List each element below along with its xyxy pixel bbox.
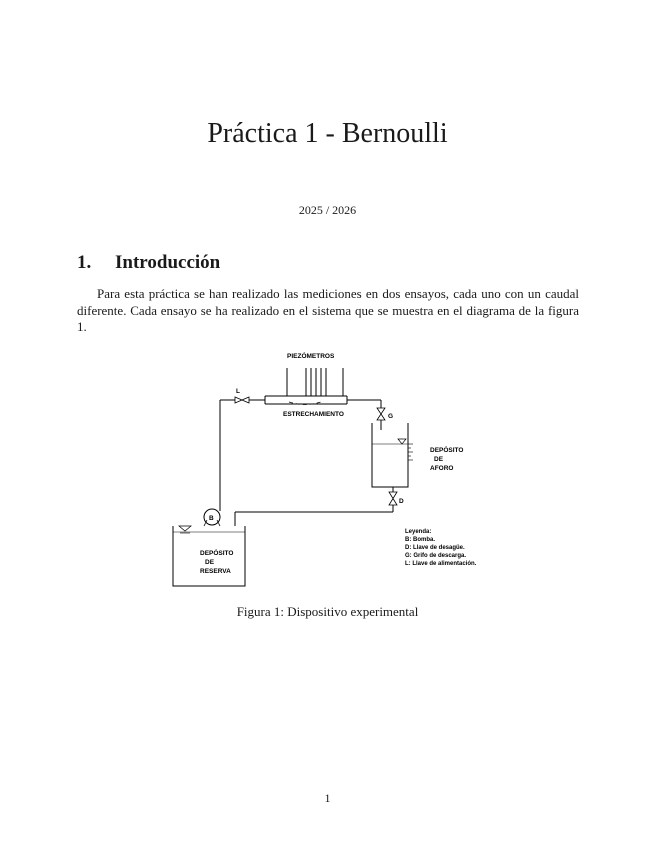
label-reserva-1: DEPÓSITO xyxy=(200,550,234,557)
section-heading xyxy=(77,252,220,274)
label-aforo-3: AFORO xyxy=(430,465,454,472)
label-aforo-2: DE xyxy=(434,456,444,463)
legend-d: D: Llave de desagüe. xyxy=(405,545,465,551)
legend-b: B: Bomba. xyxy=(405,537,435,543)
label-l: L xyxy=(236,388,240,395)
figure-caption: Figura 1: Dispositivo experimental xyxy=(236,604,419,619)
paper-date: 2025 / 2026 xyxy=(298,203,357,217)
label-g: G xyxy=(388,413,394,420)
valve-d xyxy=(389,492,397,505)
label-estrechamiento: ESTRECHAMIENTO xyxy=(283,411,344,418)
piezometer-tubes xyxy=(287,368,343,396)
paper-title: Práctica 1 - Bernoulli xyxy=(207,118,448,149)
experimental-setup-diagram xyxy=(165,340,510,595)
gauging-water-symbol xyxy=(398,439,406,444)
label-reserva-2: DE xyxy=(205,559,215,566)
section-number: 1. xyxy=(77,252,92,273)
valve-l xyxy=(235,397,249,403)
label-piezometros: PIEZÓMETROS xyxy=(287,353,335,360)
valve-g xyxy=(377,408,385,420)
legend-title: Leyenda: xyxy=(405,529,432,535)
label-d: D xyxy=(399,498,404,505)
legend-g: G: Grifo de descarga. xyxy=(405,553,467,559)
intro-paragraph: Para esta práctica se han realizado las mediciones en dos ensayos, cada uno con un caudal diferente. Cada ensayo se ha realizado en el sistema que se muestra en el diagrama de la figura 1. xyxy=(77,286,579,334)
figure-diagram xyxy=(165,340,510,595)
page-number: 1 xyxy=(324,791,331,805)
gauging-tank xyxy=(372,423,408,487)
section-title: Introducción xyxy=(115,252,221,273)
label-reserva-3: RESERVA xyxy=(200,568,231,575)
gauging-scale xyxy=(408,444,413,460)
reserve-water-symbol xyxy=(179,526,191,531)
legend-l: L: Llave de alimentación. xyxy=(405,561,477,567)
label-aforo-1: DEPÓSITO xyxy=(430,447,464,454)
label-b: B xyxy=(209,515,214,522)
diagram-legend xyxy=(405,529,477,567)
